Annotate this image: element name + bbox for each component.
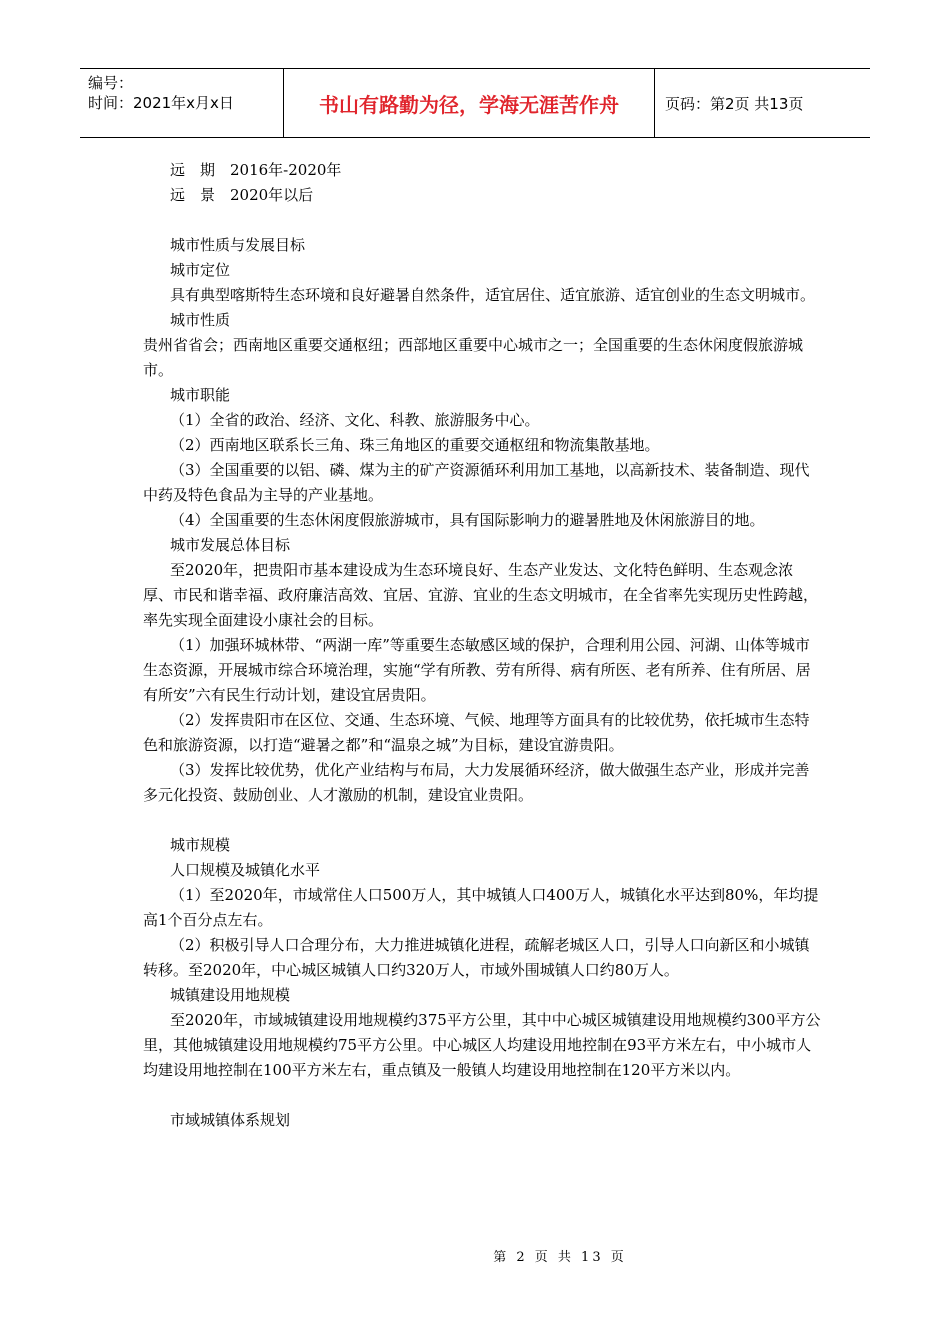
header-meta (80, 69, 283, 137)
paragraph: 市域城镇体系规划 (170, 1111, 291, 1129)
paragraph: 城镇建设用地规模 (170, 986, 291, 1004)
paragraph: 城市性质 (170, 311, 231, 329)
paragraph: 城市规模 (170, 836, 231, 854)
paragraph: 远 景 2020年以后 (170, 186, 314, 204)
paragraph: （1）至2020年，市域常住人口500万人，其中城镇人口400万人，城镇化水平达到80%，年均提高1个百分点左右。 (143, 886, 819, 929)
paragraph: 人口规模及城镇化水平 (170, 861, 321, 879)
paragraph: 城市性质与发展目标 (170, 236, 306, 254)
document-number: 编号： (88, 74, 134, 92)
paragraph-spacer (143, 808, 823, 833)
paragraph: 城市定位 (170, 261, 231, 279)
paragraph: （2）发挥贵阳市在区位、交通、生态环境、气候、地理等方面具有的比较优势，依托城市生态特色和旅游资源，以打造“避暑之都”和“温泉之城”为目标，建设宜游贵阳。 (143, 711, 810, 754)
paragraph: 至2020年，把贵阳市基本建设成为生态环境良好、生态产业发达、文化特色鲜明、生态观念浓厚、市民和谐幸福、政府廉洁高效、宜居、宜游、宜业的生态文明城市，在全省率先实现历史性跨越，率先实现全面建设小康社会的目标。 (143, 561, 819, 629)
document-body (143, 158, 823, 1133)
paragraph: （1）全省的政治、经济、文化、科教、旅游服务中心。 (170, 411, 540, 429)
paragraph-spacer (143, 208, 823, 233)
paragraph: （3）全国重要的以铝、磷、煤为主的矿产资源循环利用加工基地，以高新技术、装备制造、现代中药及特色食品为主导的产业基地。 (143, 461, 810, 504)
paragraph: 城市职能 (170, 386, 231, 404)
document-date: 时间：2021年x月x日 (88, 94, 234, 112)
paragraph: （2）积极引导人口合理分布，大力推进城镇化进程，疏解老城区人口，引导人口向新区和小城镇转移。至2020年，中心城区城镇人口约320万人，市域外围城镇人口约80万人。 (143, 936, 810, 979)
header-motto: 书山有路勤为径，学海无涯苦作舟 (283, 69, 655, 137)
paragraph: 具有典型喀斯特生态环境和良好避暑自然条件，适宜居住、适宜旅游、适宜创业的生态文明城市。 (170, 286, 816, 304)
paragraph-spacer (143, 1083, 823, 1108)
paragraph: 远 期 2016年-2020年 (170, 161, 342, 179)
page-footer: 第 2 页 共 13 页 (493, 1250, 627, 1265)
paragraph: 城市发展总体目标 (170, 536, 291, 554)
header-page-info: 页码：第2页 共13页 (665, 94, 804, 113)
paragraph: （2）西南地区联系长三角、珠三角地区的重要交通枢纽和物流集散基地。 (170, 436, 660, 454)
page-header (80, 68, 870, 138)
paragraph: （1）加强环城林带、“两湖一库”等重要生态敏感区域的保护，合理利用公园、河湖、山体等城市生态资源，开展城市综合环境治理，实施“学有所教、劳有所得、病有所医、老有所养、住有所居、居有所安”六有民生行动计划，建设宜居贵阳。 (143, 636, 811, 704)
paragraph: （4）全国重要的生态休闲度假旅游城市，具有国际影响力的避暑胜地及休闲旅游目的地。 (170, 511, 765, 529)
paragraph: 贵州省省会；西南地区重要交通枢纽；西部地区重要中心城市之一；全国重要的生态休闲度假旅游城市。 (143, 336, 804, 379)
paragraph: 至2020年，市域城镇建设用地规模约375平方公里，其中中心城区城镇建设用地规模约300平方公里，其他城镇建设用地规模约75平方公里。中心城区人均建设用地控制在93平方米左右，中小城市人均建设用地控制在100平方米左右，重点镇及一般镇人均建设用地控制在120平方米以内。 (143, 1011, 821, 1079)
paragraph: （3）发挥比较优势，优化产业结构与布局，大力发展循环经济，做大做强生态产业，形成并完善多元化投资、鼓励创业、人才激励的机制，建设宜业贵阳。 (143, 761, 810, 804)
